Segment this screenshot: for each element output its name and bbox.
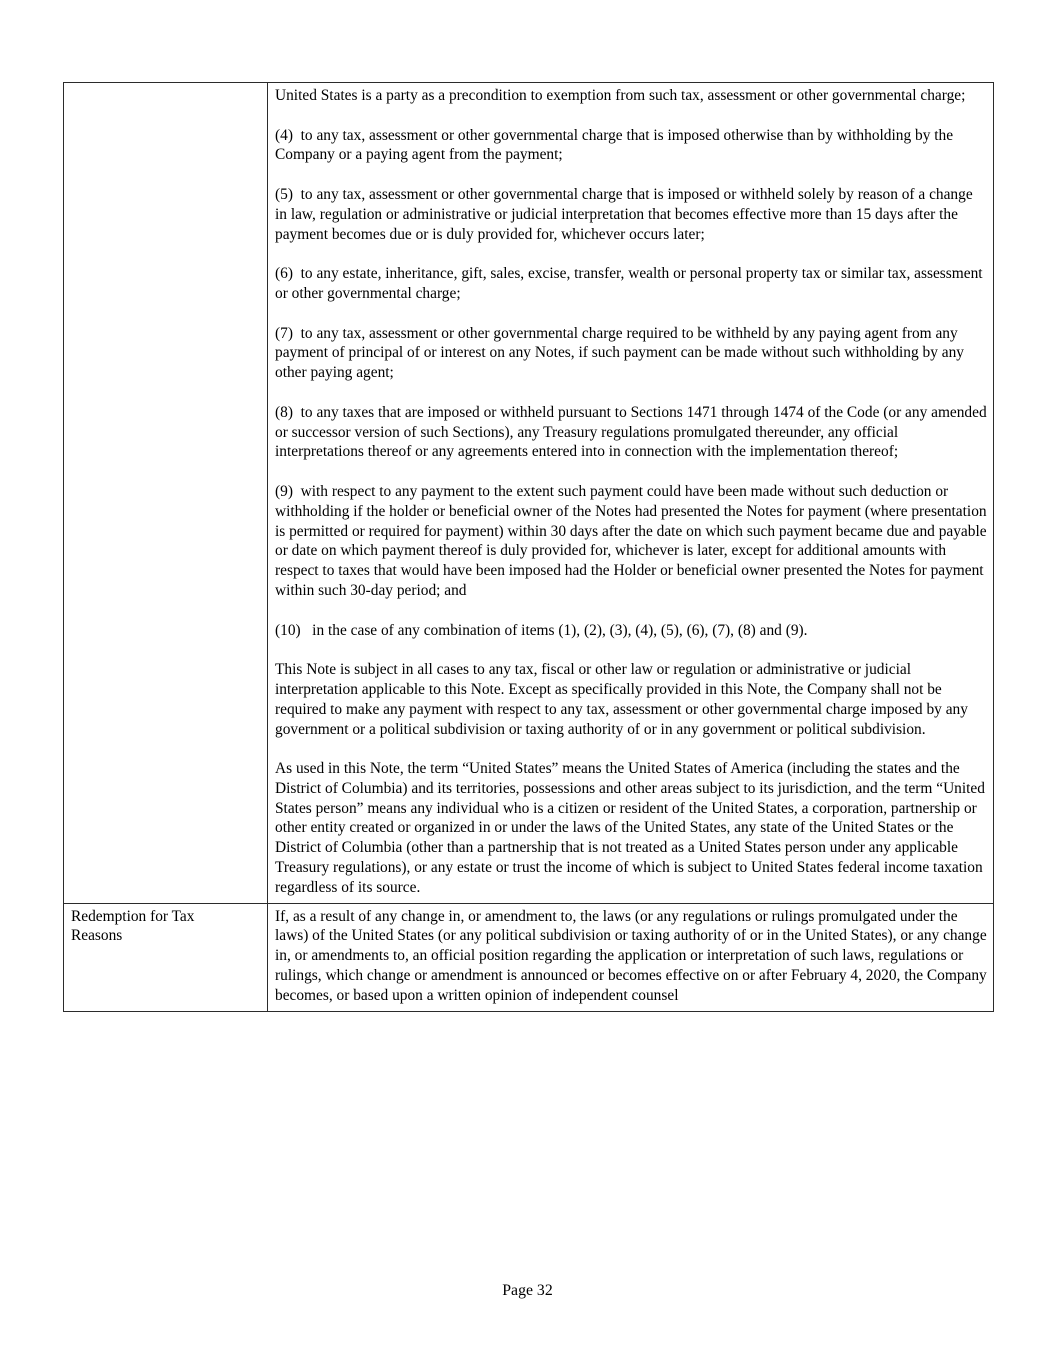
paragraph: (4) to any tax, assessment or other governmental charge that is imposed otherwise than by withholding by the Company or a paying agent from the payment; (275, 126, 957, 164)
term-label-cell (64, 83, 268, 904)
paragraph: (6) to any estate, inheritance, gift, sales, excise, transfer, wealth or personal property tax or similar tax, assessment or other governmental charge; (275, 265, 987, 302)
term-label-cell (64, 903, 268, 1011)
paragraph: This Note is subject in all cases to any tax, fiscal or other law or regulation or administrative or judicial interpretation applicable to this Note. Except as specifically provided in this Note, the Company shall not be required to make any payment with respect to any tax, assessment or other governmental charge imposed by any government or a political subdivision or taxing authority of or in any government or political subdivision. (275, 661, 972, 738)
paragraph: (5) to any tax, assessment or other governmental charge that is imposed or withheld solely by reason of a change in law, regulation or administrative or judicial interpretation that becomes effective more than 15 days after the payment becomes due or is duly provided for, whichever occurs later; (275, 185, 977, 243)
paragraph: As used in this Note, the term “United States” means the United States of America (including the states and the District of Columbia) and its territories, possessions and other areas subject to its jurisdiction, and the term “United States person” means any individual who is a citizen or resident of the United States, a corporation, partnership or other entity created or organized in or under the laws of the United States, any state of the United States or the District of Columbia (other than a partnership that is not treated as a United States person under any applicable Treasury regulations), or any estate or trust the income of which is subject to United States federal income taxation regardless of its source. (275, 760, 989, 896)
terms-table (63, 82, 994, 1012)
page-number: Page 32 (502, 1282, 553, 1299)
term-content-cell (268, 903, 994, 1011)
paragraph: (9) with respect to any payment to the extent such payment could have been made without such deduction or withholding if the holder or beneficial owner of the Notes had presented the Notes for payment (where presentation is permitted or required for payment) within 30 days after the date on which such payment became due and payable or date on which payment thereof is duly provided for, whichever is later, except for additional amounts with respect to taxes that would have been imposed had the Holder or beneficial owner presented the Notes for payment within such 30-day period; and (275, 482, 991, 599)
paragraph: (7) to any tax, assessment or other governmental charge required to be withheld by any paying agent from any payment of principal of or interest on any Notes, if such payment can be made without such withholding by any other paying agent; (275, 324, 968, 382)
table-row (64, 903, 994, 1011)
term-content-cell (268, 83, 994, 904)
paragraph: If, as a result of any change in, or amendment to, the laws (or any regulations or rulings promulgated under the laws) of the United States (or any political subdivision or taxing authority of or in the United States), or any change in, or amendments to, an official position regarding the application or interpretation of such laws, regulations or rulings, which change or amendment is announced or becomes effective on or after February 4, 2020, the Company becomes, or based upon a written opinion of independent counsel (275, 907, 991, 1004)
table-row (64, 83, 994, 904)
paragraph: United States is a party as a precondition to exemption from such tax, assessment or other governmental charge; (275, 87, 966, 104)
term-label: Redemption for Tax Reasons (71, 907, 195, 945)
paragraph: (10) in the case of any combination of items (1), (2), (3), (4), (5), (6), (7), (8) and (9). (275, 621, 808, 639)
paragraph: (8) to any taxes that are imposed or withheld pursuant to Sections 1471 through 1474 of the Code (or any amended or successor version of such Sections), any Treasury regulations promulgated thereunder, any official interpretations thereof or any agreements entered into in connection with the implementation thereof; (275, 403, 991, 461)
